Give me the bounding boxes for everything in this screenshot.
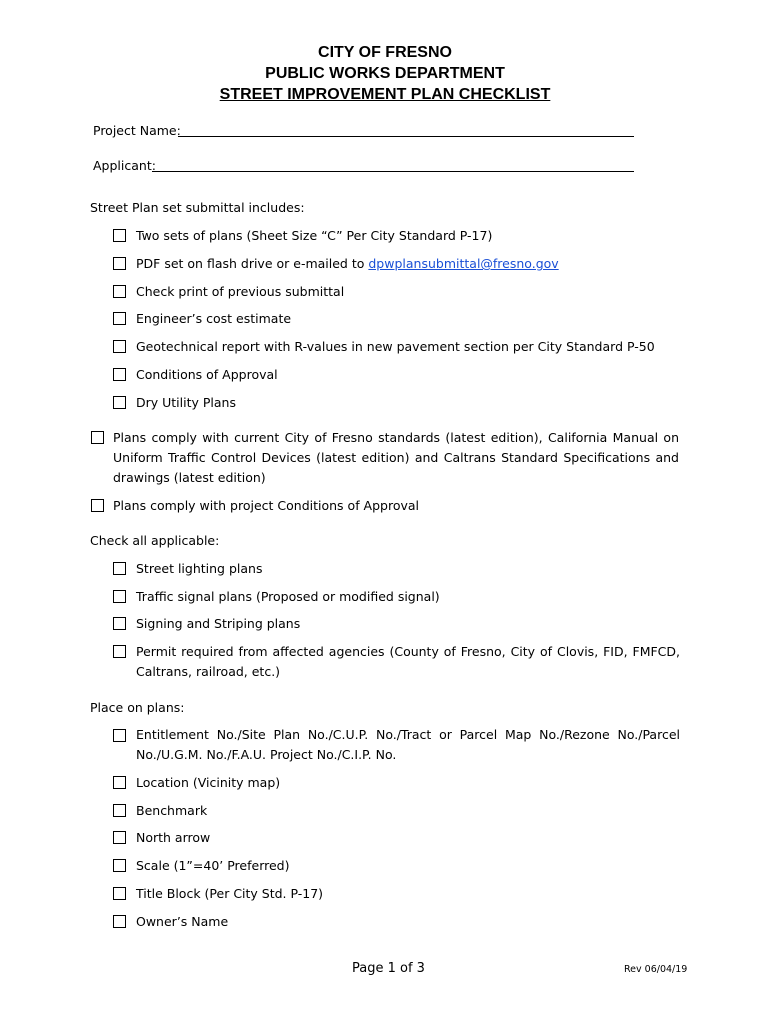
checkbox[interactable] [113,368,126,381]
list-item: Traffic signal plans (Proposed or modified signal) [136,589,440,604]
checkbox-conditions[interactable] [91,499,104,512]
list-item: Check print of previous submittal [136,284,345,299]
checkbox[interactable] [113,312,126,325]
page-number: Page 1 of 3 [352,961,425,976]
list-item-text: PDF set on flash drive or e-mailed to [136,256,369,271]
checkbox[interactable] [113,340,126,353]
page-title-text: STREET IMPROVEMENT PLAN CHECKLIST [219,86,551,103]
list-item: Signing and Striping plans [136,616,301,631]
checkbox[interactable] [113,285,126,298]
list-item: Permit required from affected agencies (County of Fresno, City of Clovis, FID, FMFCD, Caltrans, railroad, etc.) [136,644,680,679]
list-item: Dry Utility Plans [136,395,236,410]
checkbox[interactable] [113,729,126,742]
checkbox[interactable] [113,562,126,575]
list-item: Scale (1”=40’ Preferred) [136,858,290,873]
list-item: Two sets of plans (Sheet Size “C” Per City Standard P-17) [136,228,493,243]
standards-compliance-text: Plans comply with current City of Fresno standards (latest edition), California Manual on Uniform Traffic Control Devices (latest edition) and Caltrans Standard Specifications and drawings (latest edition) [113,430,679,485]
submittal-heading: Street Plan set submittal includes: [90,200,305,215]
list-item: Benchmark [136,803,208,818]
page-title [0,86,770,104]
checkbox[interactable] [113,257,126,270]
checkbox[interactable] [113,831,126,844]
list-item: Title Block (Per City Std. P-17) [136,886,324,901]
conditions-compliance-text: Plans comply with project Conditions of Approval [113,498,420,513]
header-department: PUBLIC WORKS DEPARTMENT [265,65,505,82]
checkbox-standards[interactable] [91,431,104,444]
list-item: Conditions of Approval [136,367,278,382]
applicant-label: Applicant: [93,158,156,173]
project-name-field[interactable] [178,123,634,137]
checkbox[interactable] [113,804,126,817]
place-on-plans-heading: Place on plans: [90,700,185,715]
list-item: Engineer’s cost estimate [136,311,292,326]
checkbox[interactable] [113,776,126,789]
checkbox[interactable] [113,590,126,603]
checkbox[interactable] [113,859,126,872]
list-item: Owner’s Name [136,914,229,929]
revision-date: Rev 06/04/19 [624,964,688,975]
header-city: CITY OF FRESNO [318,44,452,61]
list-item: North arrow [136,830,211,845]
checkbox[interactable] [113,229,126,242]
checkbox[interactable] [113,887,126,900]
email-link[interactable]: dpwplansubmittal@fresno.gov [368,256,559,271]
applicant-field[interactable] [152,158,634,172]
list-item: Geotechnical report with R-values in new pavement section per City Standard P-50 [136,339,655,354]
list-item: Street lighting plans [136,561,263,576]
checkbox[interactable] [113,617,126,630]
list-item: Location (Vicinity map) [136,775,281,790]
list-item: Entitlement No./Site Plan No./C.U.P. No./Tract or Parcel Map No./Rezone No./Parcel No./U.G.M. No./F.A.U. Project No./C.I.P. No. [136,727,680,762]
checkbox[interactable] [113,396,126,409]
checkbox[interactable] [113,915,126,928]
list-item [136,256,559,272]
applicable-heading: Check all applicable: [90,533,220,548]
project-name-label: Project Name: [93,123,181,138]
checkbox[interactable] [113,645,126,658]
